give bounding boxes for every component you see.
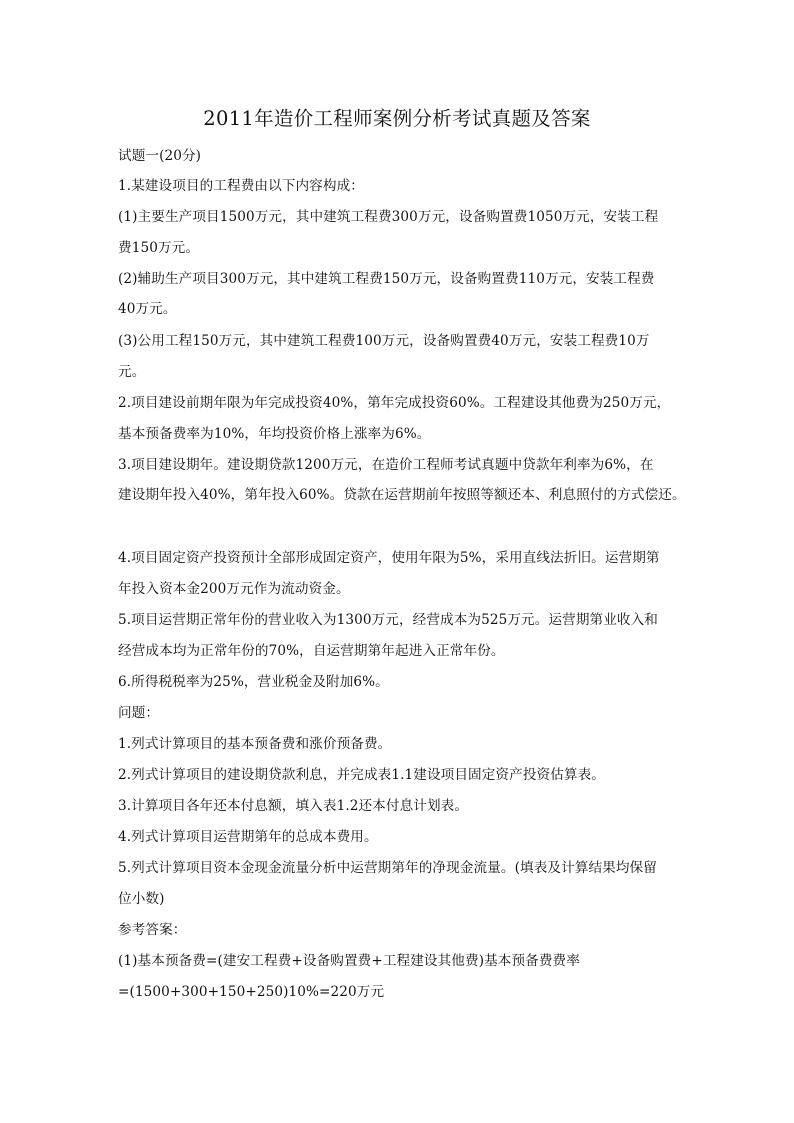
text-line: 经营成本均为正常年份的70%，自运营期第年起进入正常年份。	[118, 643, 505, 659]
text-line: 4.列式计算项目运营期第年的总成本费用。	[118, 829, 378, 845]
text-line: 2.列式计算项目的建设期贷款利息，并完成表1.1建设项目固定资产投资估算表。	[118, 767, 605, 783]
text-line: 6.所得税税率为25%，营业税金及附加6%。	[118, 674, 389, 690]
text-line: =(1500+300+150+250)10%=220万元	[118, 984, 385, 1000]
text-line: 建设期年投入40%，第年投入60%。贷款在运营期前年按照等额还本、利息照付的方式偿还。	[118, 487, 686, 503]
section-heading-answers: 参考答案：	[118, 922, 187, 938]
text-line: 费150万元。	[118, 240, 200, 256]
text-line: 5.项目运营期正常年份的营业收入为1300万元，经营成本为525万元。运营期第业收入和	[118, 612, 658, 628]
text-line: 40万元。	[118, 301, 177, 317]
text-line: (1)主要生产项目1500万元，其中建筑工程费300万元，设备购置费1050万元，安装工程	[118, 209, 659, 225]
section-heading-questions: 问题：	[118, 705, 160, 721]
text-line: 位小数)	[118, 891, 165, 907]
text-line: 基本预备费率为10%，年均投资价格上涨率为6%。	[118, 426, 431, 442]
text-line: 5.列式计算项目资本金现金流量分析中运营期第年的净现金流量。(填表及计算结果均保留	[118, 860, 657, 876]
text-line: (1)基本预备费=(建安工程费+设备购置费+工程建设其他费)基本预备费费率	[118, 953, 580, 969]
text-line: 1.列式计算项目的基本预备费和涨价预备费。	[118, 736, 392, 752]
text-line: 年投入资本金200万元作为流动资金。	[118, 581, 350, 597]
text-line: (2)辅助生产项目300万元，其中建筑工程费150万元，设备购置费110万元，安装工程费	[118, 271, 655, 287]
text-line: 3.项目建设期年。建设期贷款1200万元，在造价工程师考试真题中贷款年利率为6%，在	[118, 457, 654, 473]
text-line: 元。	[118, 364, 146, 380]
text-line: 1.某建设项目的工程费由以下内容构成：	[118, 178, 364, 194]
text-line: 3.计算项目各年还本付息额，填入表1.2还本付息计划表。	[118, 798, 469, 814]
document-title: 2011年造价工程师案例分析考试真题及答案	[203, 107, 591, 130]
text-line: 2.项目建设前期年限为年完成投资40%，第年完成投资60%。工程建设其他费为250万元，	[118, 395, 671, 411]
section-heading-question-1: 试题一(20分)	[118, 148, 202, 164]
text-line: (3)公用工程150万元，其中建筑工程费100万元，设备购置费40万元，安装工程费10万	[118, 333, 650, 349]
text-line: 4.项目固定资产投资预计全部形成固定资产，使用年限为5%，采用直线法折旧。运营期第	[118, 550, 660, 566]
